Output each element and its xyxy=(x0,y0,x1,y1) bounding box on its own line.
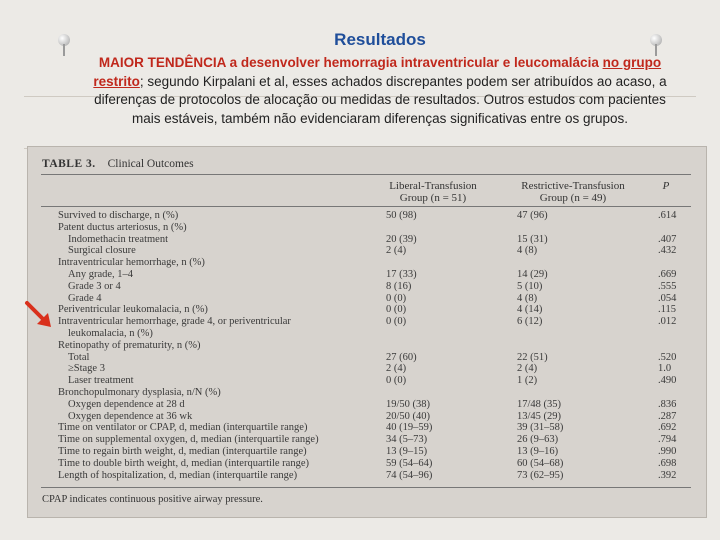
table-row xyxy=(28,411,706,422)
table-top-rule xyxy=(41,174,691,175)
cell-p: .669 xyxy=(658,269,677,280)
table-row xyxy=(28,269,706,280)
row-label: Time on ventilator or CPAP, d, median (interquartile range) xyxy=(58,422,308,434)
cell-restrictive: 26 (9–63) xyxy=(517,434,559,446)
cell-liberal: 0 (0) xyxy=(386,292,407,304)
cell-restrictive: 39 (31–58) xyxy=(517,422,564,434)
row-label: Oxygen dependence at 36 wk xyxy=(68,410,193,422)
row-label: Time to regain birth weight, d, median (interquartile range) xyxy=(58,446,307,457)
row-label: Length of hospitalization, d, median (interquartile range) xyxy=(58,469,298,481)
row-label: Indomethacin treatment xyxy=(68,233,169,245)
table-row xyxy=(28,434,706,445)
cell-p: 1.0 xyxy=(658,363,672,375)
cell-restrictive: 1 (2) xyxy=(517,375,538,387)
cell-liberal: 0 (0) xyxy=(386,304,407,316)
cell-restrictive: 47 (96) xyxy=(517,210,548,221)
cell-liberal: 0 (0) xyxy=(386,375,407,387)
cell-restrictive: 4 (8) xyxy=(517,245,538,257)
table-row xyxy=(28,422,706,433)
cell-p: .990 xyxy=(658,446,677,457)
table-title xyxy=(42,158,194,170)
table-header-rule xyxy=(41,206,691,207)
cell-p: .692 xyxy=(658,422,677,434)
table-row xyxy=(28,399,706,410)
cell-restrictive: 17/48 (35) xyxy=(517,398,562,410)
cell-liberal: 27 (60) xyxy=(386,351,417,363)
cell-p: .287 xyxy=(658,410,677,422)
row-label: Time on supplemental oxygen, d, median (interquartile range) xyxy=(58,434,319,446)
row-label: Retinopathy of prematurity, n (%) xyxy=(58,339,201,351)
table-row xyxy=(28,446,706,457)
table-image xyxy=(27,146,707,518)
cell-liberal: 13 (9–15) xyxy=(386,446,428,457)
table-row xyxy=(28,210,706,221)
cell-p: .490 xyxy=(658,375,677,387)
cell-restrictive: 5 (10) xyxy=(517,280,543,292)
row-label: Any grade, 1–4 xyxy=(68,269,134,280)
cell-p: .520 xyxy=(658,351,677,363)
intro-highlight-underlined: no grupo restrito xyxy=(93,55,662,89)
cell-liberal: 19/50 (38) xyxy=(386,398,431,410)
cell-restrictive: 2 (4) xyxy=(517,363,538,375)
cell-liberal: 8 (16) xyxy=(386,280,412,292)
table-row xyxy=(28,328,706,339)
row-label: Grade 4 xyxy=(68,292,102,304)
table-row xyxy=(28,222,706,233)
cell-p: .432 xyxy=(658,245,677,257)
cell-liberal: 40 (19–59) xyxy=(386,422,433,434)
slide-intro-text xyxy=(80,54,680,128)
table-row xyxy=(28,375,706,386)
table-row xyxy=(28,293,706,304)
cell-restrictive: 22 (51) xyxy=(517,351,548,363)
row-label: Oxygen dependence at 28 d xyxy=(68,398,185,410)
table-row xyxy=(28,281,706,292)
table-row xyxy=(28,245,706,256)
cell-liberal: 0 (0) xyxy=(386,316,407,328)
row-label: Total xyxy=(68,351,90,363)
row-label: Laser treatment xyxy=(68,375,134,387)
row-label: Survived to discharge, n (%) xyxy=(58,210,179,221)
row-label: Patent ductus arteriosus, n (%) xyxy=(58,221,187,233)
intro-body: ; segundo Kirpalani et al, esses achados discrepantes podem ser atribuídos ao acaso, a diferenças de protocolos de alocação ou medidas de resultados. Outros estudos com pacientes mais estáveis, também não evidenciaram diferenças significativas entre os grupos. xyxy=(94,73,667,126)
row-label: Grade 3 or 4 xyxy=(68,280,121,292)
row-label: Time to double birth weight, d, median (interquartile range) xyxy=(58,457,309,469)
cell-liberal: 74 (54–96) xyxy=(386,469,433,481)
cell-liberal: 17 (33) xyxy=(386,269,417,280)
row-label: ≥Stage 3 xyxy=(68,363,105,375)
table-row xyxy=(28,257,706,268)
cell-p: .392 xyxy=(658,469,677,481)
cell-restrictive: 60 (54–68) xyxy=(517,457,564,469)
table-row xyxy=(28,352,706,363)
red-arrow-icon xyxy=(24,300,54,330)
cell-liberal: 34 (5–73) xyxy=(386,434,428,446)
header-liberal: Liberal-Transfusion Group (n = 51) xyxy=(389,180,477,204)
cell-p: .407 xyxy=(658,233,677,245)
table-row xyxy=(28,316,706,327)
table-row xyxy=(28,470,706,481)
cell-p: .614 xyxy=(658,210,677,221)
cell-p: .054 xyxy=(658,292,677,304)
intro-highlight: MAIOR TENDÊNCIA a desenvolver hemorragia intraventricular e leucomalácia xyxy=(98,55,599,70)
table-number: TABLE 3. xyxy=(42,158,96,170)
cell-restrictive: 14 (29) xyxy=(517,269,548,280)
row-label: Periventricular leukomalacia, n (%) xyxy=(58,304,208,316)
cell-restrictive: 4 (8) xyxy=(517,292,538,304)
table-footnote: CPAP indicates continuous positive airway pressure. xyxy=(42,494,263,505)
row-label: Intraventricular hemorrhage, grade 4, or periventricular xyxy=(58,316,291,328)
cell-liberal: 20/50 (40) xyxy=(386,410,431,422)
cell-p: .836 xyxy=(658,398,677,410)
row-label: Intraventricular hemorrhage, n (%) xyxy=(58,257,205,269)
cell-p: .698 xyxy=(658,457,677,469)
cell-restrictive: 13 (9–16) xyxy=(517,446,559,457)
table-row xyxy=(28,304,706,315)
cell-p: .794 xyxy=(658,434,677,446)
cell-liberal: 20 (39) xyxy=(386,233,417,245)
cell-p: .115 xyxy=(658,304,676,316)
cell-liberal: 2 (4) xyxy=(386,363,407,375)
header-p: P xyxy=(662,180,670,192)
row-label: Bronchopulmonary dysplasia, n/N (%) xyxy=(58,387,221,398)
table-row xyxy=(28,340,706,351)
table-row xyxy=(28,363,706,374)
table-row xyxy=(28,234,706,245)
slide-title: Resultados xyxy=(334,30,426,49)
table-caption: Clinical Outcomes xyxy=(107,158,194,170)
cell-liberal: 2 (4) xyxy=(386,245,407,257)
table-bottom-rule xyxy=(41,487,691,488)
cell-restrictive: 4 (14) xyxy=(517,304,543,316)
row-label: leukomalacia, n (%) xyxy=(68,328,153,339)
cell-restrictive: 6 (12) xyxy=(517,316,543,328)
cell-p: .012 xyxy=(658,316,677,328)
row-label: Surgical closure xyxy=(68,245,136,257)
cell-liberal: 59 (54–64) xyxy=(386,457,433,469)
cell-restrictive: 15 (31) xyxy=(517,233,548,245)
header-restrictive: Restrictive-Transfusion Group (n = 49) xyxy=(521,180,625,204)
cell-restrictive: 13/45 (29) xyxy=(517,410,562,422)
table-row xyxy=(28,387,706,398)
cell-liberal: 50 (98) xyxy=(386,210,417,221)
cell-p: .555 xyxy=(658,280,677,292)
cell-restrictive: 73 (62–95) xyxy=(517,469,564,481)
table-row xyxy=(28,458,706,469)
